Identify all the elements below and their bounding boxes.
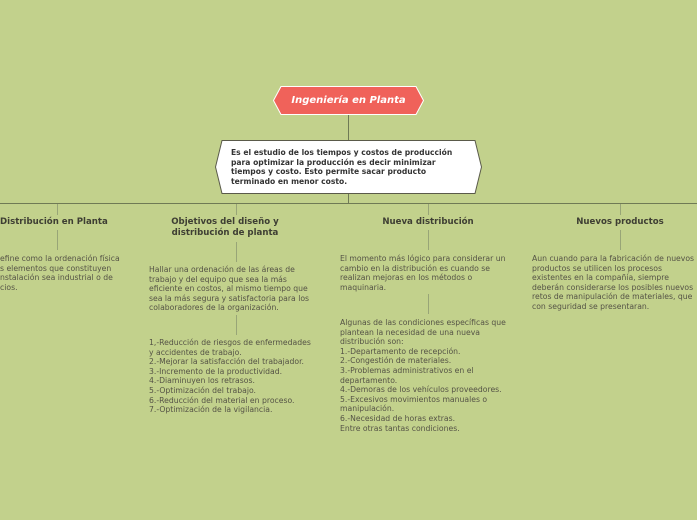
detail-line: 6.-Necesidad de horas extras. (340, 413, 456, 423)
detail-line: plantean la necesidad de una nueva (340, 327, 480, 337)
detail-line: 1.-Departamento de recepción. (340, 346, 461, 356)
title-line: Objetivos del diseño y (171, 217, 279, 227)
root-node-label: Ingeniería en Planta (291, 95, 406, 106)
branch-nuevos-productos-title[interactable]: Nuevos productos (576, 217, 664, 227)
title-line: distribución de planta (171, 228, 279, 238)
connector-root-definition (348, 115, 349, 141)
detail-line: sea la más segura y satisfactoria para los (149, 293, 310, 303)
detail-line: 5.-Optimización del trabajo. (149, 385, 256, 395)
detail-line: realizan mejoras en los métodos o (340, 273, 473, 283)
detail-line: eficiente en costos, al mismo tiempo que (149, 284, 308, 294)
detail-line: 3.-Incremento de la productividad. (149, 366, 283, 376)
connector-branch-2 (236, 204, 237, 215)
detail-line: Hallar una ordenación de las áreas de (149, 265, 295, 274)
branch-nueva-distribucion-title[interactable]: Nueva distribución (382, 217, 474, 227)
detail-line: Entre otras tantas condiciones. (340, 423, 460, 433)
detail-line: productos se utilicen los procesos (532, 263, 662, 273)
detail-line: retos de manipulación de materiales, que (532, 292, 693, 302)
root-node[interactable] (273, 86, 424, 115)
detail-line: s elementos que constituyen (0, 263, 112, 273)
detail-line: 4.-Demoras de los vehículos proveedores. (340, 385, 502, 395)
connector-branch-3-detail (428, 230, 429, 250)
connector-branch-2-detail (236, 242, 237, 262)
detail-line: efine como la ordenación física (0, 254, 120, 263)
detail-line: deberán considerarse los posibles nuevos (532, 282, 694, 292)
detail-line: Aun cuando para la fabricación de nuevos (532, 254, 695, 263)
detail-line: con seguridad se presentaran. (532, 301, 650, 311)
detail-line: 7.-Optimización de la vigilancia. (149, 405, 273, 415)
definition-node[interactable] (215, 140, 482, 194)
branch-objetivos-detail-2[interactable] (149, 338, 311, 415)
branch-nueva-distribucion-detail-2[interactable] (340, 318, 506, 433)
branch-objetivos-title[interactable] (150, 217, 300, 239)
detail-line: El momento más lógico para considerar un (340, 254, 506, 263)
branch-nuevos-productos-detail[interactable] (532, 254, 694, 312)
detail-line: existentes en la compañía, siempre (532, 273, 670, 283)
branch-distribucion-en-planta-title[interactable]: Distribución en Planta (0, 217, 108, 227)
detail-line: manipulación. (340, 404, 395, 414)
detail-line: Algunas de las condiciones específicas que (340, 318, 506, 327)
detail-line: 4.-Diaminuyen los retrasos. (149, 376, 255, 386)
connector-branch-2-detail-2 (236, 315, 237, 335)
connector-branch-3-detail-2 (428, 294, 429, 314)
branch-nueva-distribucion-detail-1[interactable] (340, 254, 505, 292)
detail-line: departamento. (340, 375, 398, 385)
connector-horizontal-bus (0, 203, 697, 204)
branch-distribucion-en-planta-detail[interactable] (0, 254, 120, 292)
detail-line: distribución son: (340, 337, 404, 347)
detail-line: 3.-Problemas administrativos en el (340, 365, 474, 375)
detail-line: 5.-Excesivos movimientos manuales o (340, 394, 488, 404)
connector-branch-3 (428, 204, 429, 215)
connector-branch-4 (620, 204, 621, 215)
detail-line: 1,-Reducción de riesgos de enfermedades (149, 338, 311, 347)
branch-objetivos-detail-1[interactable] (149, 265, 309, 313)
connector-branch-1 (57, 204, 58, 215)
detail-line: y accidentes de trabajo. (149, 347, 242, 357)
detail-line: 6.-Reducción del material en proceso. (149, 395, 295, 405)
detail-line: colaboradores de la organización. (149, 303, 279, 313)
detail-line: cios. (0, 282, 18, 292)
connector-branch-1-detail (57, 230, 58, 250)
detail-line: nstalación sea industrial o de (0, 273, 113, 283)
detail-line: 2.-Mejorar la satisfacción del trabajador. (149, 357, 304, 367)
detail-line: cambio en la distribución es cuando se (340, 263, 491, 273)
detail-line: 2.-Congestión de materiales. (340, 356, 452, 366)
definition-node-text: Es el estudio de los tiempos y costos de producción para optimizar la producción es decir minimizar tiempos y costo. Esto permite sacar producto terminado en menor costo. (231, 148, 453, 186)
connector-branch-4-detail (620, 230, 621, 250)
detail-line: trabajo y del equipo que sea la más (149, 274, 287, 284)
detail-line: maquinaria. (340, 282, 387, 292)
